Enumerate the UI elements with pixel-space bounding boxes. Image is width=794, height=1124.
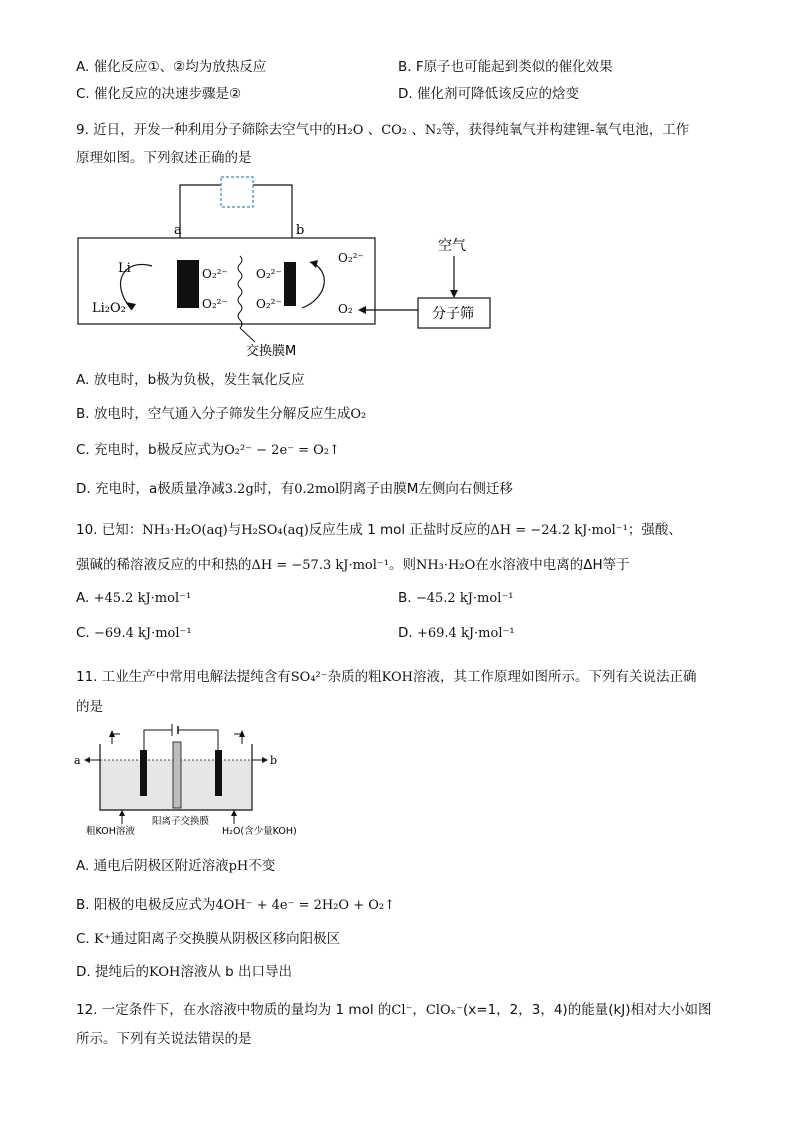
q9-option-d: [76, 477, 513, 497]
molecular-sieve-label: 分子筛: [432, 306, 474, 322]
arrow-head: [310, 260, 318, 268]
cation-exchange-membrane: [173, 742, 181, 808]
q9-stem-text: 9. 近日，开发一种利用分子筛除去空气中的: [76, 122, 337, 138]
q10-stem-text: 与: [227, 522, 242, 538]
formula-nh3h2o: NH₃·H₂O(aq): [142, 523, 228, 538]
electrolysis-cell-diagram: [70, 716, 320, 842]
q10-stem-line2: [76, 553, 630, 573]
electrode-equation: 4OH⁻ + 4e⁻ = 2H₂O + O₂↑: [215, 898, 396, 913]
q11-stem-text: 11. 工业生产中常用电解法提纯含有: [76, 669, 291, 685]
crude-koh-label: 粗KOH溶液: [86, 826, 135, 837]
formula-koh: KOH: [148, 965, 181, 980]
air-label: 空气: [438, 238, 466, 254]
q10-option-b: [398, 590, 513, 606]
electrode-b-label: b: [296, 223, 305, 238]
option-text: B. 阳极的电极反应式为: [76, 897, 216, 913]
arrow-head: [450, 290, 458, 298]
separator: 、: [367, 122, 382, 138]
q12-stem-line2: 所示。下列有关说法错误的是: [76, 1031, 252, 1047]
li2o2-label: Li₂O₂: [92, 301, 126, 316]
electrode-b: [284, 262, 296, 306]
q9-stem-text: 等，获得纯氧气并构建锂-氧气电池，工作: [441, 122, 690, 138]
formula-h2so4: H₂SO₄(aq): [241, 523, 309, 538]
q11-stem-text: 杂质的粗: [327, 669, 382, 685]
q11-stem-line2: 的是: [76, 699, 103, 715]
option-text: C.: [76, 931, 90, 947]
q11-option-b: [76, 893, 395, 913]
anode-electrode: [140, 750, 147, 796]
q10-stem-text: 强碱的稀溶液反应的中和热的: [76, 557, 252, 573]
formula-chloride: Cl⁻: [391, 1003, 413, 1018]
arrow-head: [119, 810, 125, 816]
q8-option-d: D. 催化剂可降低该反应的焓变: [398, 86, 579, 102]
option-label: B.: [398, 590, 412, 606]
option-label: C.: [76, 625, 90, 641]
q8-option-c: C. 催化反应的决速步骤是②: [76, 86, 242, 102]
q10-option-a: [76, 590, 191, 606]
water-inlet-label: H₂O(含少量KOH): [222, 826, 297, 837]
separator: ，: [412, 1002, 426, 1018]
formula-co2: CO₂: [381, 123, 408, 138]
q8-option-b: B. F原子也可能起到类似的催化效果: [398, 59, 613, 75]
formula-koh: KOH: [381, 670, 413, 685]
q12-stem-text: 12. 一定条件下，在水溶液中物质的量均为 1 mol 的: [76, 1002, 392, 1018]
formula-n2: N₂: [424, 123, 442, 138]
q11-option-d: [76, 960, 292, 980]
outlet-a-label: a: [74, 754, 81, 767]
q10-stem-text: 10. 已知：: [76, 522, 143, 538]
q10-stem-text: 反应生成 1 mol 正盐时反应的: [308, 522, 491, 538]
electrode-a: [177, 260, 199, 308]
q10-stem-text: ；强酸、: [627, 522, 682, 538]
circuit-wire: [178, 730, 218, 764]
q10-option-d: [398, 625, 515, 641]
peroxide-ion-label: O₂²⁻: [202, 267, 228, 281]
arrow-head: [84, 757, 90, 763]
arrow-head: [358, 306, 366, 314]
mole-value: 0.2mol: [294, 482, 340, 497]
q8-option-a: A. 催化反应①、②均为放热反应: [76, 59, 267, 75]
peroxide-ion-label: O₂²⁻: [202, 297, 228, 311]
mass-value: 3.2g: [224, 482, 254, 497]
option-text: B. 放电时，空气通入分子筛发生分解反应生成: [76, 406, 351, 422]
q9-stem-line2: 原理如图。下列叙述正确的是: [76, 150, 252, 166]
cathode-electrode: [215, 750, 222, 796]
exchange-membrane: [238, 256, 242, 328]
q11-stem-line1: [76, 665, 696, 685]
option-text: 时，有: [253, 481, 295, 497]
option-text: D. 充电时，a极质量净减: [76, 481, 225, 497]
q9-option-c: [76, 438, 340, 458]
option-value: −69.4 kJ·mol⁻¹: [94, 626, 192, 641]
option-value: +45.2 kJ·mol⁻¹: [93, 591, 192, 606]
option-value: +69.4 kJ·mol⁻¹: [416, 626, 515, 641]
enthalpy-value: ΔH = −24.2 kJ·mol⁻¹: [490, 523, 628, 538]
cathode-reaction-arrow: [302, 262, 324, 308]
membrane-label: 阳离子交换膜: [152, 816, 210, 827]
circuit-wire: [144, 730, 172, 764]
potassium-ion: K⁺: [94, 932, 111, 947]
q10-stem-text: 在水溶液中电离的ΔH等于: [475, 557, 630, 573]
separator: 、: [411, 122, 425, 138]
q12-stem-line1: [76, 998, 712, 1018]
formula-sulfate: SO₄²⁻: [290, 670, 328, 685]
q10-option-c: [76, 625, 192, 641]
ph-symbol: pH: [228, 859, 249, 874]
enthalpy-value: ΔH = −57.3 kJ·mol⁻¹: [251, 558, 389, 573]
q11-option-c: [76, 927, 340, 947]
formula-h2o: H₂O: [336, 123, 364, 138]
q11-stem-text: 溶液，其工作原理如图所示。下列有关说法正确: [412, 669, 697, 685]
electrode-a-label: a: [174, 223, 182, 238]
peroxide-ion-label: O₂²⁻: [338, 251, 364, 265]
option-label: D.: [398, 625, 413, 641]
membrane-label: 交换膜M: [246, 344, 297, 359]
arrow-head: [231, 810, 237, 816]
q10-stem-line1: [76, 518, 682, 538]
option-text: 不变: [248, 858, 276, 874]
option-text: 溶液从 b 出口导出: [180, 964, 292, 980]
option-text: A. 通电后阴极区附近溶液: [76, 858, 229, 874]
q12-stem-text: (x=1，2，3，4)的能量(kJ)相对大小如图: [463, 1002, 712, 1018]
membrane-pointer: [240, 328, 255, 342]
arrow-head: [262, 757, 268, 763]
q9-option-b: [76, 402, 366, 422]
peroxide-ion-label: O₂²⁻: [256, 297, 282, 311]
option-text: 阴离子由膜M左侧向右侧迁移: [339, 481, 513, 497]
q11-option-a: [76, 854, 275, 874]
formula-chlorate: ClOₓ⁻: [425, 1003, 463, 1018]
circuit-device-box: [221, 177, 253, 207]
q10-stem-text: 。则: [388, 557, 416, 573]
option-text: C. 充电时，b极反应式为: [76, 442, 225, 458]
oxygen-label: O₂: [338, 302, 353, 316]
outlet-b-label: b: [270, 754, 278, 767]
formula-o2: O₂: [350, 407, 367, 422]
option-value: −45.2 kJ·mol⁻¹: [415, 591, 514, 606]
option-text: 通过阳离子交换膜从阴极区移向阳极区: [110, 931, 341, 947]
peroxide-ion-label: O₂²⁻: [256, 267, 282, 281]
li-o2-battery-diagram: [70, 170, 510, 360]
electrode-equation: O₂²⁻ − 2e⁻ = O₂↑: [224, 443, 340, 458]
q9-stem-line1: [76, 118, 689, 138]
li-label: Li: [118, 261, 131, 276]
option-text: D. 提纯后的: [76, 964, 149, 980]
option-label: A.: [76, 590, 90, 606]
q9-option-a: A. 放电时，b极为负极，发生氧化反应: [76, 372, 305, 388]
formula-nh3h2o: NH₃·H₂O: [415, 558, 476, 573]
